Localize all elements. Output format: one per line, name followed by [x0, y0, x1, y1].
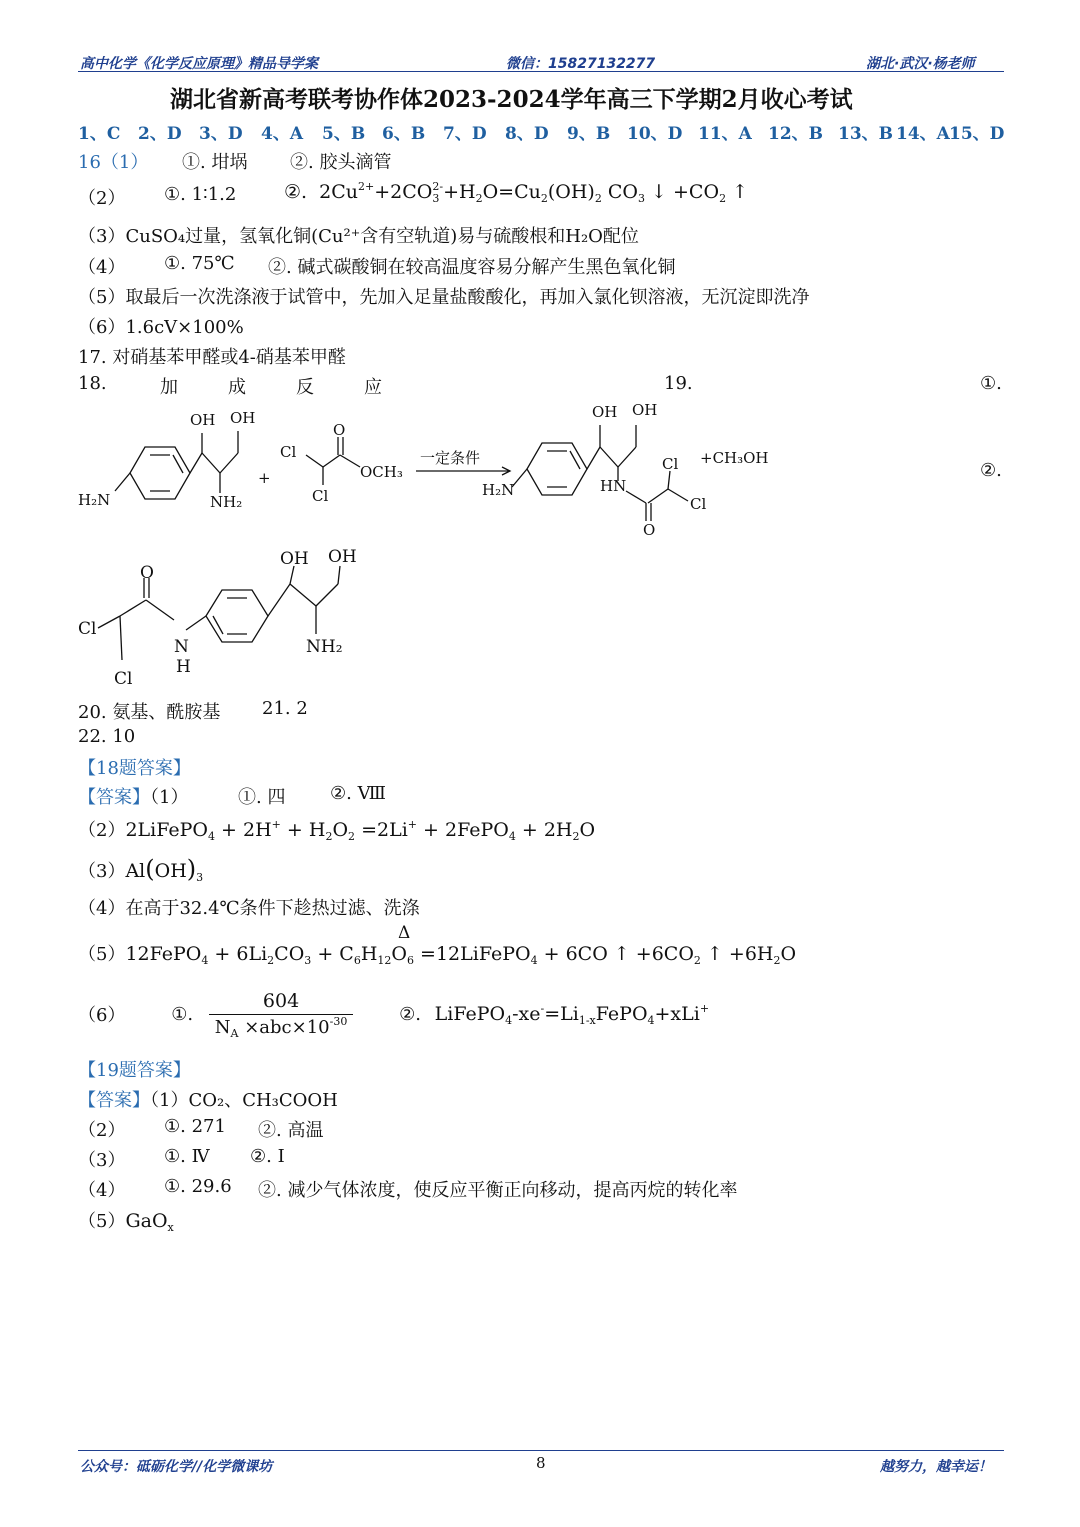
ans18-3-label: （3）: [78, 861, 126, 882]
reaction-scheme: [70, 395, 790, 540]
p-oh-1: OH: [592, 403, 618, 421]
r1-oh-1: OH: [190, 411, 216, 429]
q18-char-1: 加: [160, 377, 178, 398]
q16-4-label: （4）: [78, 257, 126, 278]
mc-answer: 1、C: [78, 124, 121, 144]
ans19-3a: ①. Ⅳ: [164, 1146, 210, 1167]
header-right: 湖北·武汉·杨老师: [866, 56, 975, 72]
ans19-2b: ②. 高温: [258, 1120, 324, 1141]
ans19-line1: [78, 1086, 338, 1112]
q19-structure: [72, 540, 392, 690]
fraction-numerator: 604: [209, 990, 354, 1015]
ans18-6: [78, 990, 709, 1038]
ans18-5-delta: Δ: [398, 923, 411, 943]
mc-answer: 11、A: [698, 124, 752, 144]
r2-cl-1: Cl: [280, 443, 297, 461]
ans19-4b: ②. 减少气体浓度，使反应平衡正向移动，提高丙烷的转化率: [258, 1180, 738, 1201]
q18-number: 18.: [78, 373, 107, 394]
ans18-6a: ①.: [171, 1003, 194, 1025]
ans18-6b: ②.: [399, 1003, 421, 1025]
ans18-5: （5）12FePO$_4$ + $6Li_2CO_3 + C_6H_{12}O_6$ =12LiFePO$_4$ + 6CO ↑ $+6CO_2$ ↑ $+6H_2O$: [78, 943, 797, 967]
mc-answer: 12、B: [768, 124, 824, 144]
q19-mark-2: ②.: [980, 460, 1002, 481]
mc-answer: 7、D: [443, 124, 487, 144]
header-rule: [78, 71, 1004, 72]
r2-cl-2: Cl: [312, 487, 329, 505]
q16-4b: ②. 碱式碳酸铜在较高温度容易分解产生黑色氧化铜: [268, 257, 676, 278]
s-oh-2: OH: [328, 547, 357, 567]
footer-rule: [78, 1450, 1004, 1451]
ans18-1a: ①. 四: [238, 787, 286, 808]
ans18-1b: ②. Ⅷ: [330, 783, 386, 804]
ans19-5-label: （5）: [78, 1211, 126, 1232]
s-h: H: [176, 657, 191, 677]
reaction-condition: 一定条件: [420, 449, 481, 467]
mc-answer: 8、D: [505, 124, 549, 144]
q17: [78, 343, 346, 369]
mc-answer: 15、D: [949, 124, 1005, 144]
q16-6: （6）1.6cV×100%: [78, 317, 244, 338]
q20: 20. 氨基、酰胺基: [78, 702, 221, 723]
ans19-head: 【19题答案】: [78, 1060, 191, 1081]
electrode-equation: $LiFePO_4-xe^-=Li_{1-x}FePO_4+xLi^+$: [434, 1002, 710, 1027]
s-cl-2: Cl: [114, 669, 133, 689]
ans19-2-label: （2）: [78, 1120, 126, 1141]
ans18-6-label: （6）: [78, 1005, 126, 1026]
p-cl-1: Cl: [662, 455, 679, 473]
q19-number: 19.: [664, 373, 693, 394]
footer-right: 越努力，越幸运！: [880, 1459, 992, 1475]
p-hn: HN: [600, 477, 627, 495]
q16-2b-prefix: ②.: [284, 181, 308, 203]
ans19-4a: ①. 29.6: [164, 1176, 232, 1197]
mc-answer: 9、B: [567, 124, 611, 144]
s-oh-1: OH: [280, 549, 309, 569]
ans18-line1: [78, 783, 188, 809]
ans19-3b: ②. Ⅰ: [250, 1146, 285, 1167]
mc-answer: 6、B: [382, 124, 426, 144]
s-cl-1: Cl: [78, 619, 97, 639]
q16-2a: ①. 1∶1.2: [164, 184, 237, 205]
mc-answer: 3、D: [199, 124, 243, 144]
header-left: 高中化学《化学反应原理》精品导学案: [80, 56, 318, 72]
q16-number: 16（1）: [78, 152, 149, 173]
q17-text: 17. 对硝基苯甲醛或4-硝基苯甲醛: [78, 347, 346, 368]
ans19-tag: 【答案】: [78, 1090, 150, 1111]
ans18-3: $(3)Al(OH)_3$: [78, 855, 204, 884]
byproduct: +CH₃OH: [700, 449, 769, 467]
ans18-5-label: （5）: [78, 944, 126, 965]
q18-char-4: 应: [364, 377, 382, 398]
s-n: N: [174, 637, 189, 657]
ans19-2a: ①. 271: [164, 1116, 226, 1137]
ans18-tag: 【答案】: [78, 787, 150, 808]
q16-1a: ①. 坩埚: [182, 152, 248, 173]
p-h2n: H₂N: [482, 481, 515, 499]
r2-och3: OCH₃: [360, 463, 403, 481]
ans18-1-label: （1）: [150, 787, 189, 808]
q16-3: （3）CuSO₄过量，氢氧化铜(Cu²⁺含有空轨道)易与硫酸根和H₂O配位: [78, 226, 639, 247]
ans19-5: （5）GaO$_x$: [78, 1210, 174, 1234]
ans18-2: （2）2LiFePO$_4$ + $2H^+ + H_2O_2 =2Li^+$ + 2FePO$_4$ + $2H_2O$: [78, 818, 596, 843]
q18-char-2: 成: [228, 377, 246, 398]
q21: 21. 2: [262, 698, 308, 719]
density-fraction: [209, 990, 354, 1038]
q19-mark-1: ①.: [980, 373, 1002, 394]
mc-answer: 4、A: [261, 124, 304, 144]
plus-sign: +: [258, 469, 271, 487]
r1-oh-2: OH: [230, 409, 256, 427]
page-number: 8: [536, 1454, 546, 1472]
ans19-3-label: （3）: [78, 1150, 126, 1171]
mc-answer: 5、B: [322, 124, 366, 144]
q16-4a: ①. 75℃: [164, 253, 235, 274]
footer-left: 公众号：砥砺化学//化学微课坊: [80, 1459, 273, 1475]
r1-h2n: H₂N: [78, 491, 111, 509]
mc-answer: 2、D: [138, 124, 182, 144]
ans19-4-label: （4）: [78, 1180, 126, 1201]
s-o: O: [140, 563, 154, 583]
ans18-4: （4）在高于32.4℃条件下趁热过滤、洗涤: [78, 898, 420, 919]
p-oh-2: OH: [632, 401, 658, 419]
mc-answer: 14、A: [896, 124, 950, 144]
p-o: O: [643, 521, 656, 539]
ans18-2-label: （2）: [78, 820, 126, 841]
page-title: 湖北省新高考联考协作体2023-2024学年高三下学期2月收心考试: [170, 86, 853, 113]
q16-2-label: （2）: [78, 188, 126, 209]
q18-char-3: 反: [296, 377, 314, 398]
mc-answer: 13、B: [838, 124, 894, 144]
q16-1b: ②. 胶头滴管: [290, 152, 392, 173]
r2-o: O: [333, 421, 346, 439]
r1-nh2: NH₂: [210, 493, 243, 511]
q16-5: （5）取最后一次洗涤液于试管中，先加入足量盐酸酸化，再加入氯化钡溶液，无沉淀即洗净: [78, 287, 810, 308]
p-cl-2: Cl: [690, 495, 707, 513]
ans18-head: 【18题答案】: [78, 758, 191, 779]
fraction-denominator: $N_A \times abc\times 10^{-30}$: [214, 1015, 348, 1040]
ans19-1: （1）CO₂、CH₃COOH: [150, 1090, 338, 1111]
q22: 22. 10: [78, 726, 136, 747]
mc-answer: 10、D: [627, 124, 683, 144]
q16-2b-eq: ②. $2Cu^{2+}+2CO_3^{2-}+H_2O=Cu_2(OH)_2$ $CO_3$ ↓ $+CO_2$ ↑: [284, 180, 749, 205]
header-center: 微信：15827132277: [506, 56, 656, 72]
s-nh2: NH₂: [306, 637, 343, 657]
